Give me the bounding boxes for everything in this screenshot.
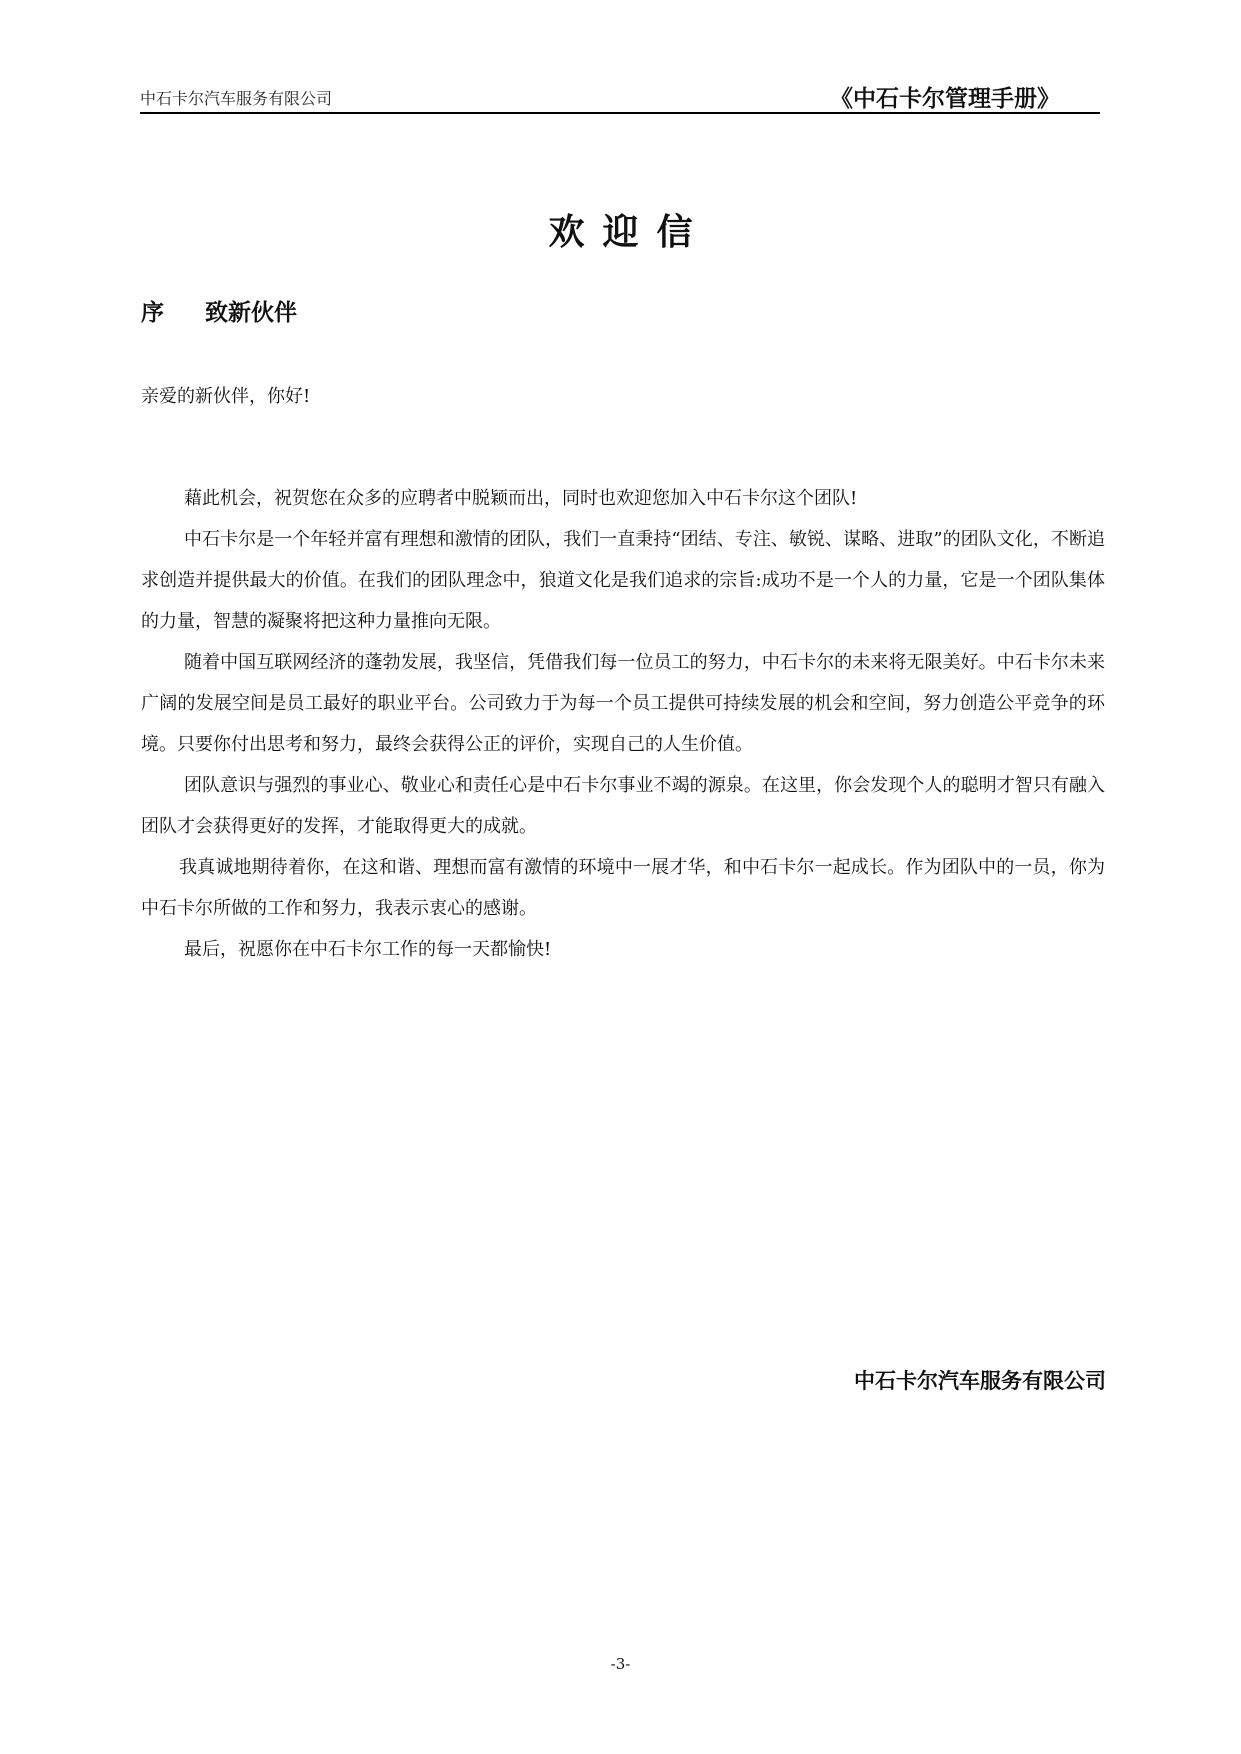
section-heading (141, 294, 297, 327)
section-number: 序 (141, 299, 164, 326)
header-company-name: 中石卡尔汽车服务有限公司 (140, 89, 333, 108)
page-title: 欢迎信 (548, 211, 711, 253)
page-header (140, 80, 1100, 114)
page-number: -3- (610, 1655, 631, 1673)
paragraph: 最后，祝愿你在中石卡尔工作的每一天都愉快! (184, 939, 552, 960)
paragraph: 团队意识与强烈的事业心、敬业心和责任心是中石卡尔事业不竭的源泉。在这里，你会发现个人的聪明才智只有融入团队才会获得更好的发挥，才能取得更大的成就。 (141, 775, 1105, 837)
paragraph: 随着中国互联网经济的蓬勃发展，我坚信，凭借我们每一位员工的努力，中石卡尔的未来将无限美好。中石卡尔未来广阔的发展空间是员工最好的职业平台。公司致力于为每一个员工提供可持续发展的机会和空间，努力创造公平竞争的环境。只要你付出思考和努力，最终会获得公正的评价，实现自己的人生价值。 (141, 652, 1105, 755)
paragraph: 我真诚地期待着你，在这和谐、理想而富有激情的环境中一展才华，和中石卡尔一起成长。作为团队中的一员，你为中石卡尔所做的工作和努力，我表示衷心的感谢。 (141, 857, 1105, 919)
paragraph: 藉此机会，祝贺您在众多的应聘者中脱颖而出，同时也欢迎您加入中石卡尔这个团队! (184, 488, 858, 509)
greeting: 亲爱的新伙伴，你好! (141, 386, 311, 407)
signature-company: 中石卡尔汽车服务有限公司 (854, 1368, 1106, 1393)
header-manual-title: 《中石卡尔管理手册》 (830, 85, 1060, 112)
paragraph: 中石卡尔是一个年轻并富有理想和激情的团队，我们一直秉持“团结、专注、敏锐、谋略、进取”的团队文化，不断追求创造并提供最大的价值。在我们的团队理念中，狼道文化是我们追求的宗旨:成功不是一个人的力量，它是一个团队集体的力量，智慧的凝聚将把这种力量推向无限。 (141, 529, 1105, 632)
section-title: 致新伙伴 (205, 299, 297, 326)
letter-body (141, 478, 1105, 970)
